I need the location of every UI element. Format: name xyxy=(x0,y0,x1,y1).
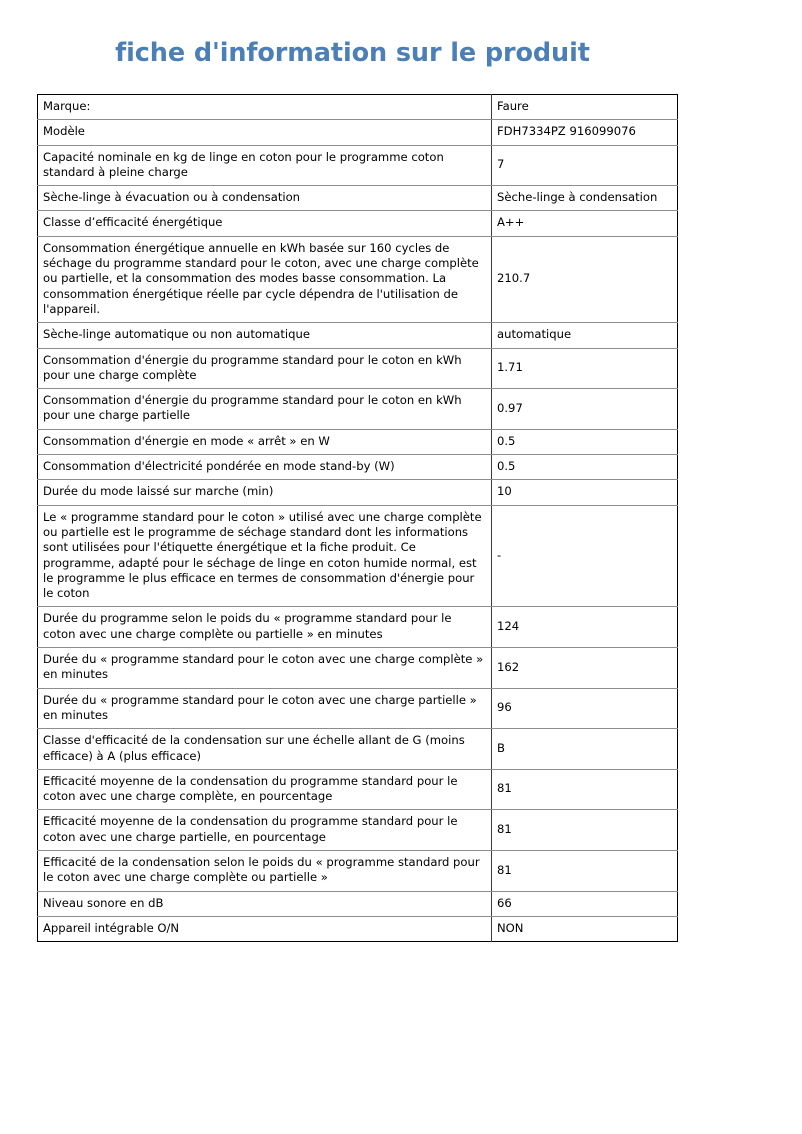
table-row xyxy=(38,688,678,729)
spec-label-cell: Le « programme standard pour le coton » utilisé avec une charge complète ou partielle est le programme de séchage standard dont les informations sont utilisées pour l'étiquette énergétique et la fiche produit. Ce programme, adapté pour le séchage de linge en coton humide normal, est le programme le plus efficace en termes de consommation d'énergie pour le coton xyxy=(38,505,492,607)
spec-label-cell: Efficacité de la condensation selon le poids du « programme standard pour le coton avec une charge complète ou partielle » xyxy=(38,850,492,891)
table-row xyxy=(38,186,678,211)
spec-label-cell: Marque: xyxy=(38,95,492,120)
spec-label-cell: Efficacité moyenne de la condensation du programme standard pour le coton avec une charge partielle, en pourcentage xyxy=(38,810,492,851)
spec-label-cell: Modèle xyxy=(38,120,492,145)
spec-value-cell: Faure xyxy=(492,95,678,120)
spec-value-cell: 1.71 xyxy=(492,348,678,389)
table-row xyxy=(38,348,678,389)
spec-value-cell: 81 xyxy=(492,850,678,891)
spec-value-cell: B xyxy=(492,729,678,770)
spec-value-cell: 0.97 xyxy=(492,389,678,430)
product-spec-table-container xyxy=(37,94,677,942)
spec-value-cell: 0.5 xyxy=(492,429,678,454)
spec-value-cell: 10 xyxy=(492,480,678,505)
spec-label-cell: Efficacité moyenne de la condensation du programme standard pour le coton avec une charge complète, en pourcentage xyxy=(38,769,492,810)
spec-label-cell: Sèche-linge à évacuation ou à condensation xyxy=(38,186,492,211)
spec-value-cell: 96 xyxy=(492,688,678,729)
table-row xyxy=(38,389,678,430)
spec-value-cell: 162 xyxy=(492,648,678,689)
product-spec-table xyxy=(37,94,678,942)
table-row xyxy=(38,211,678,236)
table-row xyxy=(38,95,678,120)
spec-value-cell: 124 xyxy=(492,607,678,648)
table-row xyxy=(38,607,678,648)
table-row xyxy=(38,236,678,322)
spec-label-cell: Durée du mode laissé sur marche (min) xyxy=(38,480,492,505)
table-row xyxy=(38,916,678,941)
spec-value-cell: 81 xyxy=(492,769,678,810)
spec-label-cell: Consommation d'énergie du programme standard pour le coton en kWh pour une charge partielle xyxy=(38,389,492,430)
table-row xyxy=(38,505,678,607)
table-row xyxy=(38,810,678,851)
spec-value-cell: 7 xyxy=(492,145,678,186)
spec-label-cell: Sèche-linge automatique ou non automatique xyxy=(38,323,492,348)
page-title: fiche d'information sur le produit xyxy=(115,38,590,68)
spec-label-cell: Appareil intégrable O/N xyxy=(38,916,492,941)
spec-value-cell: 210.7 xyxy=(492,236,678,322)
spec-value-cell: NON xyxy=(497,920,524,935)
spec-label-cell: Classe d'efficacité de la condensation sur une échelle allant de G (moins efficace) à A (plus efficace) xyxy=(38,729,492,770)
spec-value-cell: 0.5 xyxy=(492,455,678,480)
spec-label-cell: Consommation d'énergie du programme standard pour le coton en kWh pour une charge complète xyxy=(38,348,492,389)
spec-label-cell: Consommation d'énergie en mode « arrêt » en W xyxy=(38,429,492,454)
product-spec-table-body xyxy=(38,95,678,942)
spec-label-cell: Capacité nominale en kg de linge en coton pour le programme coton standard à pleine charge xyxy=(38,145,492,186)
spec-value-cell: 81 xyxy=(492,810,678,851)
table-row xyxy=(38,769,678,810)
spec-label-cell: Durée du programme selon le poids du « programme standard pour le coton avec une charge complète ou partielle » en minutes xyxy=(38,607,492,648)
spec-value-cell: Sèche-linge à condensation xyxy=(492,186,678,211)
table-row xyxy=(38,145,678,186)
table-row xyxy=(38,120,678,145)
spec-label-cell: Consommation énergétique annuelle en kWh basée sur 160 cycles de séchage du programme standard pour le coton, avec une charge complète ou partielle, et la consommation des modes basse consommation. La consommation énergétique réelle par cycle dépendra de l'utilisation de l'appareil. xyxy=(38,236,492,322)
spec-value-cell: FDH7334PZ 916099076 xyxy=(492,120,678,145)
spec-value-cell: A++ xyxy=(492,211,678,236)
table-row xyxy=(38,480,678,505)
table-row xyxy=(38,455,678,480)
spec-label-cell: Durée du « programme standard pour le coton avec une charge complète » en minutes xyxy=(38,648,492,689)
spec-label-cell: Classe d’efficacité énergétique xyxy=(38,211,492,236)
spec-label-cell: Niveau sonore en dB xyxy=(38,891,492,916)
spec-label-cell: Consommation d'électricité pondérée en mode stand-by (W) xyxy=(38,455,492,480)
table-row xyxy=(38,850,678,891)
spec-value-cell: 66 xyxy=(492,891,678,916)
table-row xyxy=(38,729,678,770)
table-row xyxy=(38,429,678,454)
spec-value-cell: - xyxy=(492,505,678,607)
table-row xyxy=(38,891,678,916)
spec-label-cell: Durée du « programme standard pour le coton avec une charge partielle » en minutes xyxy=(38,688,492,729)
spec-value-cell: automatique xyxy=(492,323,678,348)
table-row xyxy=(38,323,678,348)
table-row xyxy=(38,648,678,689)
